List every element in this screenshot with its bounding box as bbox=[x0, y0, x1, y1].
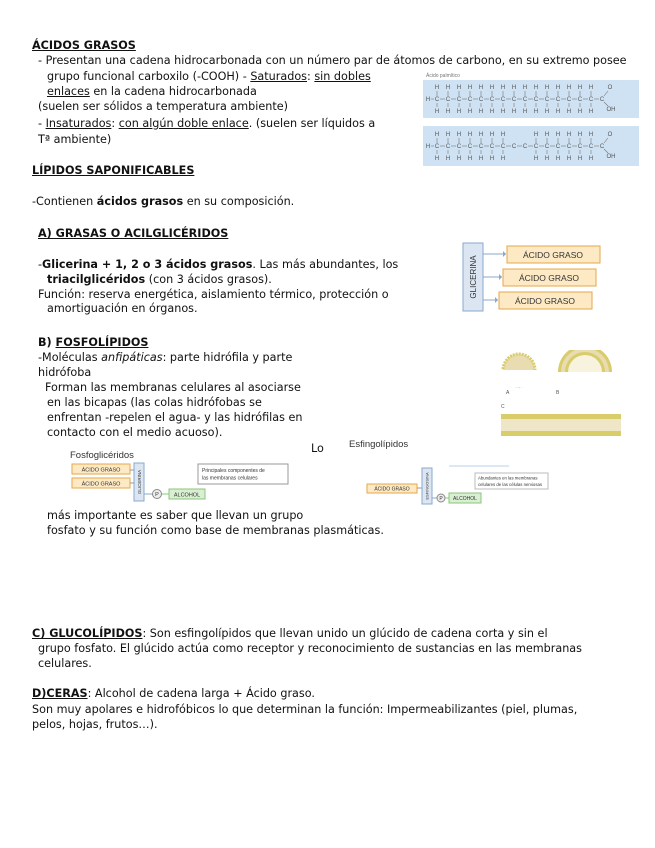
phosphoglycerides-title: Fosfoglicéridos bbox=[70, 450, 134, 461]
carbon-atom: C bbox=[555, 97, 561, 103]
hydrogen-atom: H bbox=[445, 109, 451, 115]
hydrogen-atom: H bbox=[489, 156, 495, 162]
carbon-atom: C bbox=[489, 97, 495, 103]
hydrogen-atom: H bbox=[467, 109, 473, 115]
waxes-line-1: D)CERAS: Alcohol de cadena larga + Ácido graso. bbox=[32, 687, 315, 700]
glycolipids-line-2: grupo fosfato. El glúcido actúa como receptor y reconocimiento de sustancias en las membranas bbox=[38, 642, 582, 655]
carbon-atom: C bbox=[577, 97, 583, 103]
terminal-h-atom: H bbox=[425, 144, 431, 150]
hydrogen-atom: H bbox=[489, 132, 495, 138]
carbon-atom: C bbox=[511, 144, 517, 150]
membrane-svg bbox=[497, 350, 623, 442]
sphingo-note-line-2: celulares de las células nerviosas bbox=[478, 482, 543, 487]
hydrogen-atom: H bbox=[434, 85, 440, 91]
waxes-title: D)CERAS bbox=[32, 687, 88, 700]
hydrogen-atom: H bbox=[445, 132, 451, 138]
carbon-atom: C bbox=[467, 97, 473, 103]
carbon-atom: C bbox=[500, 97, 506, 103]
hydrogen-atom: H bbox=[522, 109, 528, 115]
fats-line-3: Función: reserva energética, aislamiento térmico, protección o bbox=[38, 288, 389, 301]
hydrogen-atom: H bbox=[555, 156, 561, 162]
glicerina-label: GLICERINA bbox=[469, 255, 478, 299]
fatty-acid-box-2-label: ÁCIDO GRASO bbox=[519, 273, 579, 283]
phospho-acid-box-1-label: ÁCIDO GRASO bbox=[81, 467, 121, 474]
carbon-atom: C bbox=[577, 144, 583, 150]
hydrogen-atom: H bbox=[478, 85, 484, 91]
carbon-atom: C bbox=[588, 144, 594, 150]
fatty-acids-line-3: enlaces en la cadena hidrocarbonada bbox=[47, 85, 257, 98]
carbon-atom: C bbox=[511, 97, 517, 103]
carboxyl-carbon-atom: C bbox=[599, 97, 605, 103]
hydrogen-atom: H bbox=[555, 85, 561, 91]
phospholipids-line-8: fosfato y su función como base de membranas plasmáticas. bbox=[47, 524, 384, 537]
hydrogen-atom: H bbox=[456, 132, 462, 138]
hydrogen-atom: H bbox=[456, 156, 462, 162]
carbon-atom: C bbox=[544, 97, 550, 103]
hydrogen-atom: H bbox=[577, 156, 583, 162]
hydrogen-atom: H bbox=[577, 85, 583, 91]
sphingo-alcohol-label: ALCOHOL bbox=[453, 496, 477, 502]
phospho-p-label: P bbox=[155, 492, 159, 498]
hydrogen-atom: H bbox=[588, 109, 594, 115]
carboxyl-carbon-atom: C bbox=[599, 144, 605, 150]
phospholipids-line-1: -Moléculas anfipáticas: parte hidrófila y parte bbox=[38, 351, 293, 364]
hydrogen-atom: H bbox=[522, 85, 528, 91]
insaturados-term: Insaturados bbox=[45, 117, 112, 130]
hydrogen-atom: H bbox=[500, 85, 506, 91]
carbon-atom: C bbox=[544, 144, 550, 150]
carbon-atom: C bbox=[555, 144, 561, 150]
membrane-label-b: B bbox=[556, 390, 560, 396]
hydrogen-atom: H bbox=[555, 109, 561, 115]
hydrogen-atom: H bbox=[467, 85, 473, 91]
hydrogen-atom: H bbox=[478, 156, 484, 162]
carbon-atom: C bbox=[566, 144, 572, 150]
fats-line-2: triacilglicéridos (con 3 ácidos grasos). bbox=[47, 273, 272, 286]
hydrogen-atom: H bbox=[555, 132, 561, 138]
hydrogen-atom: H bbox=[544, 132, 550, 138]
hydrogen-atom: H bbox=[577, 132, 583, 138]
hydrogen-atom: H bbox=[434, 109, 440, 115]
hydrogen-atom: H bbox=[434, 132, 440, 138]
sphingolipids-svg bbox=[345, 436, 555, 506]
oxygen-atom: O bbox=[607, 85, 613, 91]
phospho-glicerina-label: GLICERINA bbox=[137, 469, 142, 495]
membrane-label-c: C bbox=[501, 404, 505, 410]
fatty-acids-line-6: Tª ambiente) bbox=[38, 133, 112, 146]
fats-line-4: amortiguación en órganos. bbox=[47, 302, 198, 315]
bilayer-c-top bbox=[501, 414, 621, 419]
oxygen-atom: O bbox=[607, 132, 613, 138]
membrane-label-a: A bbox=[506, 390, 510, 396]
hydrogen-atom: H bbox=[588, 85, 594, 91]
carbon-atom: C bbox=[445, 97, 451, 103]
hydrogen-atom: H bbox=[577, 109, 583, 115]
phospho-acid-box-2-label: ÁCIDO GRASO bbox=[81, 481, 121, 488]
hydroxyl-group: OH bbox=[606, 154, 616, 160]
hydrogen-atom: H bbox=[456, 109, 462, 115]
hydrogen-atom: H bbox=[566, 85, 572, 91]
hydrogen-atom: H bbox=[500, 109, 506, 115]
saturados-term: Saturados bbox=[250, 70, 307, 83]
carbon-atom: C bbox=[533, 97, 539, 103]
fats-line-1: -Glicerina + 1, 2 o 3 ácidos grasos. Las más abundantes, los bbox=[38, 258, 399, 271]
waxes-line-2: Son muy apolares e hidrofóbicos lo que determinan la función: Impermeabilizantes (piel, plumas, bbox=[32, 703, 578, 716]
carbon-atom: C bbox=[500, 144, 506, 150]
fatty-acids-title: ÁCIDOS GRASOS bbox=[32, 39, 136, 52]
hydrogen-atom: H bbox=[445, 156, 451, 162]
hydrogen-atom: H bbox=[478, 109, 484, 115]
phospho-note-line-1: Principales componentes de bbox=[202, 468, 265, 474]
carbon-atom: C bbox=[456, 97, 462, 103]
waxes-line-3: pelos, hojas, frutos…). bbox=[32, 718, 158, 731]
glycolipids-line-3: celulares. bbox=[38, 657, 92, 670]
saponifiable-lipids-title: LÍPIDOS SAPONIFICABLES bbox=[32, 164, 195, 177]
hydrogen-atom: H bbox=[511, 85, 517, 91]
fatty-acid-formula-figure bbox=[423, 70, 641, 174]
hydrogen-atom: H bbox=[566, 109, 572, 115]
hydrogen-atom: H bbox=[544, 85, 550, 91]
glycolipids-title: C) GLUCOLÍPIDOS bbox=[32, 627, 143, 640]
hydrogen-atom: H bbox=[478, 132, 484, 138]
hydrogen-atom: H bbox=[533, 132, 539, 138]
hydrogen-atom: H bbox=[434, 156, 440, 162]
carbon-atom: C bbox=[478, 97, 484, 103]
hydrogen-atom: H bbox=[445, 85, 451, 91]
carbon-atom: C bbox=[456, 144, 462, 150]
fatty-acid-box-3-label: ÁCIDO GRASO bbox=[515, 296, 575, 306]
carbon-atom: C bbox=[588, 97, 594, 103]
hydrogen-atom: H bbox=[489, 109, 495, 115]
hydrogen-atom: H bbox=[566, 132, 572, 138]
fatty-acid-formula-svg bbox=[423, 70, 641, 170]
carbon-atom: C bbox=[522, 144, 528, 150]
fatty-acids-line-2: grupo funcional carboxilo (-COOH) - Saturados: sin dobles bbox=[47, 70, 371, 83]
hydrogen-atom: H bbox=[467, 156, 473, 162]
sphingo-note-line-1: Abundantes en las membranas bbox=[478, 475, 538, 481]
sphingolipids-title: Esfingolípidos bbox=[349, 439, 409, 450]
bilayer-c-bottom bbox=[501, 431, 621, 436]
carbon-atom: C bbox=[533, 144, 539, 150]
sphingosine-label: ESFINGOSINA bbox=[424, 472, 430, 500]
carbon-atom: C bbox=[478, 144, 484, 150]
sphingo-acid-label: ÁCIDO GRASO bbox=[374, 486, 410, 493]
phospholipids-line-3: Forman las membranas celulares al asociarse bbox=[45, 381, 301, 394]
hydrogen-atom: H bbox=[500, 156, 506, 162]
carbon-atom: C bbox=[434, 97, 440, 103]
hydrogen-atom: H bbox=[489, 85, 495, 91]
carbon-atom: C bbox=[467, 144, 473, 150]
saponifiable-lipids-line: -Contienen ácidos grasos en su composición. bbox=[32, 195, 295, 208]
phospholipids-line-7: más importante es saber que llevan un grupo bbox=[47, 509, 304, 522]
hydrogen-atom: H bbox=[500, 132, 506, 138]
phospho-note-line-2: las membranas celulares bbox=[202, 475, 258, 482]
phospholipids-line-4: en las bicapas (las colas hidrófobas se bbox=[47, 396, 262, 409]
fatty-acids-line-1: - Presentan una cadena hidrocarbonada con un número par de átomos de carbono, en su extremo posee bbox=[38, 54, 627, 67]
hydroxyl-group: OH bbox=[606, 107, 616, 113]
phospholipids-lo: Lo bbox=[311, 442, 324, 455]
phospholipids-line-2: hidrófoba bbox=[38, 366, 92, 379]
carbon-atom: C bbox=[434, 144, 440, 150]
sphingo-p-label: P bbox=[439, 496, 443, 502]
carbon-atom: C bbox=[566, 97, 572, 103]
bilayer-c-tails bbox=[501, 419, 621, 431]
phospholipids-line-5: enfrentan -repelen el agua- y las hidrófilas en bbox=[47, 411, 303, 424]
triglyceride-figure bbox=[462, 242, 612, 318]
membrane-figure bbox=[497, 350, 623, 446]
hydrogen-atom: H bbox=[533, 156, 539, 162]
hydrogen-atom: H bbox=[544, 109, 550, 115]
glycolipids-line-1: C) GLUCOLÍPIDOS: Son esfingolípidos que llevan unido un glúcido de cadena corta y sin el bbox=[32, 627, 548, 640]
hydrogen-atom: H bbox=[533, 85, 539, 91]
sphingolipids-figure bbox=[345, 436, 555, 510]
hydrogen-atom: H bbox=[588, 132, 594, 138]
hydrogen-atom: H bbox=[467, 132, 473, 138]
hydrogen-atom: H bbox=[588, 156, 594, 162]
hydrogen-atom: H bbox=[533, 109, 539, 115]
carbon-atom: C bbox=[489, 144, 495, 150]
fatty-acids-line-5: - Insaturados: con algún doble enlace. (suelen ser líquidos a bbox=[38, 117, 376, 130]
palmitic-acid-caption: Ácido palmítico bbox=[426, 73, 460, 79]
phosphoglycerides-svg bbox=[68, 446, 293, 504]
fats-title: A) GRASAS O ACILGLICÉRIDOS bbox=[38, 227, 229, 240]
triglyceride-svg bbox=[462, 242, 612, 314]
fatty-acids-line-4: (suelen ser sólidos a temperatura ambiente) bbox=[38, 100, 288, 113]
terminal-h-atom: H bbox=[425, 97, 431, 103]
hydrogen-atom: H bbox=[566, 156, 572, 162]
hydrogen-atom: H bbox=[511, 109, 517, 115]
phospho-alcohol-label: ALCOHOL bbox=[173, 492, 201, 499]
hydrogen-atom: H bbox=[544, 156, 550, 162]
hydrogen-atom: H bbox=[456, 85, 462, 91]
carbon-atom: C bbox=[522, 97, 528, 103]
phosphoglycerides-figure bbox=[68, 446, 293, 508]
phospholipids-title: B) FOSFOLÍPIDOS bbox=[38, 336, 149, 349]
fatty-acid-box-1-label: ÁCIDO GRASO bbox=[523, 250, 583, 260]
phospholipids-line-6: contacto con el medio acuoso). bbox=[47, 426, 223, 439]
carbon-atom: C bbox=[445, 144, 451, 150]
